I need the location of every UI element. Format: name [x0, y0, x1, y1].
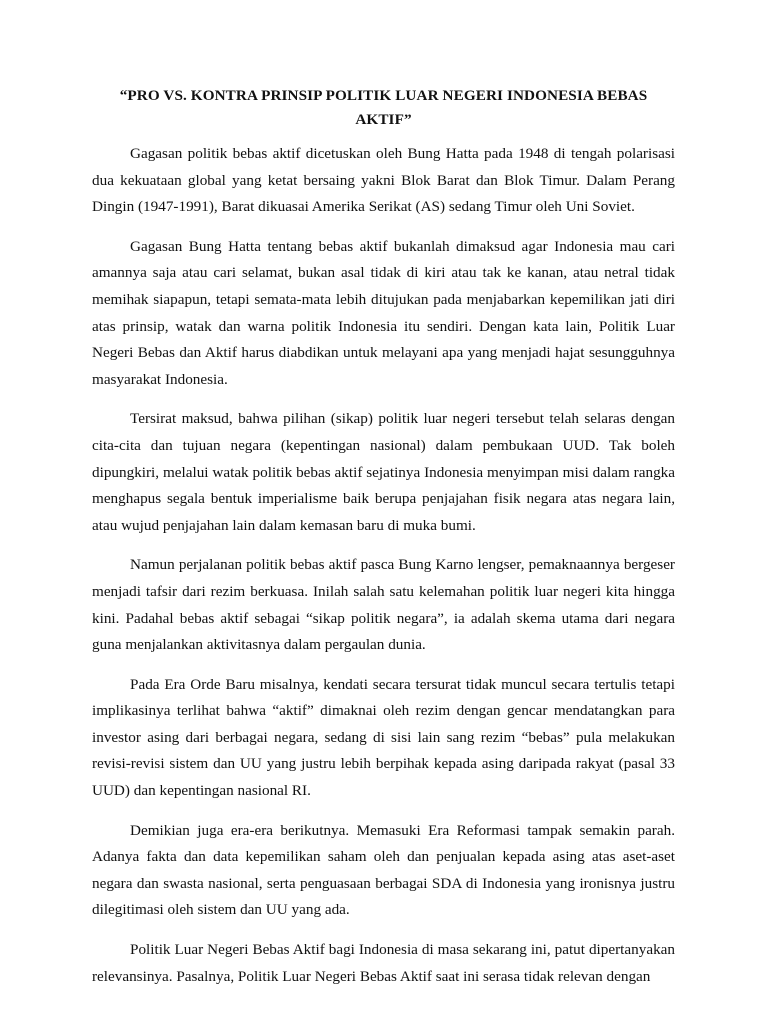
document-body	[92, 84, 675, 990]
document-title: “PRO VS. KONTRA PRINSIP POLITIK LUAR NEGERI INDONESIA BEBAS AKTIF”	[119, 87, 648, 128]
paragraph-4: Namun perjalanan politik bebas aktif pasca Bung Karno lengser, pemaknaannya bergeser menjadi tafsir dari rezim berkuasa. Inilah salah satu kelemahan politik luar negeri kita hingga kini. Padahal bebas aktif sebagai “sikap politik negara”, ia adalah skema utama dari negara guna menjalankan aktivitasnya dalam pergaulan dunia.	[92, 556, 675, 654]
paragraph-1: Gagasan politik bebas aktif dicetuskan oleh Bung Hatta pada 1948 di tengah polarisasi dua kekuataan global yang ketat bersaing yakni Blok Barat dan Blok Timur. Dalam Perang Dingin (1947-1991), Barat dikuasai Amerika Serikat (AS) sedang Timur oleh Uni Soviet.	[92, 145, 675, 216]
paragraph-5: Pada Era Orde Baru misalnya, kendati secara tersurat tidak muncul secara tertulis tetapi implikasinya terlihat bahwa “aktif” dimaknai oleh rezim dengan gencar mendatangkan para investor asing dari berbagai negara, sedang di sisi lain sang rezim “bebas” pula melakukan revisi-revisi sistem dan UU yang justru lebih berpihak kepada asing daripada rakyat (pasal 33 UUD) dan kepentingan nasional RI.	[92, 675, 675, 800]
paragraph-3: Tersirat maksud, bahwa pilihan (sikap) politik luar negeri tersebut telah selaras dengan cita-cita dan tujuan negara (kepentingan nasional) dalam pembukaan UUD. Tak boleh dipungkiri, melalui watak politik bebas aktif sejatinya Indonesia menyimpan misi dalam rangka menghapus segala bentuk imperialisme baik berupa penjajahan fisik negara atas negara lain, atau wujud penjajahan lain dalam kemasan baru di muka bumi.	[92, 410, 675, 534]
paragraph-7: Politik Luar Negeri Bebas Aktif bagi Indonesia di masa sekarang ini, patut dipertanyakan relevansinya. Pasalnya, Politik Luar Negeri Bebas Aktif saat ini serasa tidak relevan dengan	[92, 941, 675, 985]
paragraph-6: Demikian juga era-era berikutnya. Memasuki Era Reformasi tampak semakin parah. Adanya fakta dan data kepemilikan saham oleh dan penjualan kepada asing atas aset-aset negara dan swasta nasional, serta penguasaan berbagai SDA di Indonesia yang ironisnya justru dilegitimasi oleh sistem dan UU yang ada.	[92, 821, 675, 919]
paragraph-2: Gagasan Bung Hatta tentang bebas aktif bukanlah dimaksud agar Indonesia mau cari amannya saja atau cari selamat, bukan asal tidak di kiri atau tak ke kanan, atau netral tidak memihak siapapun, tetapi semata-mata lebih ditujukan pada menjabarkan kepemilikan jati diri atas prinsip, watak dan warna politik Indonesia itu sendiri. Dengan kata lain, Politik Luar Negeri Bebas dan Aktif harus diabdikan untuk melayani apa yang menjadi hajat sesungguhnya masyarakat Indonesia.	[92, 237, 675, 388]
